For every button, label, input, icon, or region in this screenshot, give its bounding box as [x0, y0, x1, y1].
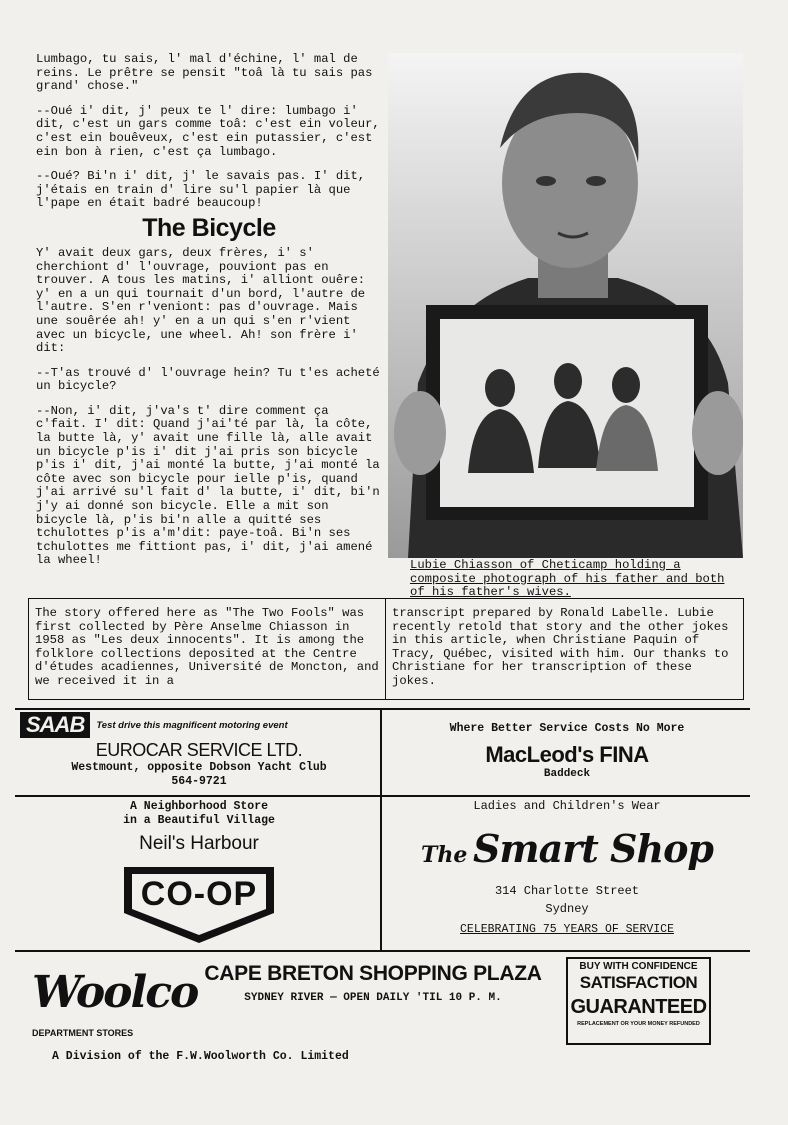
smartshop-city: Sydney [545, 902, 589, 917]
fina-name: MacLeod's FINA [485, 741, 649, 767]
smartshop-address: 314 Charlotte Street [494, 883, 640, 898]
coop-line1: A Neighborhood Store [129, 800, 269, 813]
story-note-right: transcript prepared by Ronald Labelle. Lubie recently retold that story and the other jokes in this article, when Christiane Paquin of Tracy, Québec, visited with him. Our thanks to Christiane for her transcription of these jokes. [392, 606, 729, 688]
fina-place: Baddeck [543, 767, 591, 780]
story-note-left: The story offered here as "The Two Fools" was first collected by Père Anselme Chiasson in 1958 as "Les deux innocents". It is among the folklore collections deposited at the Centre d'études acadiennes, Université de Moncton, and we received it in a [29, 599, 386, 699]
badge-top: BUY WITH CONFIDENCE [579, 961, 698, 972]
smartshop-logo-the: The [420, 841, 468, 868]
saab-phone: 564-9721 [171, 774, 227, 788]
photo-caption: Lubie Chiasson of Cheticamp holding a composite photograph of his father and both of his father's wives. [410, 558, 725, 600]
saab-address: Westmount, opposite Dobson Yacht Club [71, 761, 327, 774]
smartshop-logo-name: Smart Shop [472, 825, 713, 871]
article-paragraph: --Oué i' dit, j' peux te l' dire: lumbago i' dit, c'est un gars comme toâ: c'est ein voleur, c'est ein bouêveux, c'est ein putassier, c'est ein bon à rien, c'est ça lumbago. [36, 103, 380, 159]
divider [15, 795, 750, 797]
woolco-sub: DEPARTMENT STORES [32, 1028, 134, 1038]
article-paragraph: Y' avait deux gars, deux frères, i' s' cherchiont d' l'ouvrage, pouviont pas en trouver. A tous les matins, i' alliont ouêre: y' en a un qui tournait d'un bord, l'autre de l'autre. S'en r'veniont: pas d'ouvrage. Mais une souêrée ah! y' en a un qui s'en r'vient avec un bicycle, une wheel. Ah! son frère i' dit: [36, 245, 366, 356]
article-paragraph: --Non, i' dit, j'va's t' dire comment ça c'fait. I' dit: Quand j'ai'té par là, la côte, la butte là, y' avait une fille là, alle avait un bicycle p'is i' dit j'ai pris son bicycle p'is i' dit, j'ai monté la butte, j'ai monté la côte avec son bicycle pour ielle p'is, quand j'ai arrivé su'l fait d' la butte, i' dit, bi'n j'y ai donné son bicycle. Elle a mit son bicycle là, p'is bi'n alle a quitté ses tchulottes p'is a'm'dit: paye-toâ. Bi'n ses tchulottes me fittiont pas, i' dit, j'ai amené la wheel! [36, 403, 380, 568]
article-paragraph: --Oué? Bi'n i' dit, j' le savais pas. I' dit, j'étais en train d' lire su'l papier là que l'pape en était badré beaucoup! [36, 169, 366, 211]
coop-line2: in a Beautiful Village [123, 813, 275, 827]
saab-tagline: Test drive this magnificent motoring event [96, 719, 288, 731]
photo-illustration [388, 53, 743, 558]
saab-dealer-name: EUROCAR SERVICE LTD. [95, 740, 303, 760]
article-column [36, 53, 382, 579]
divider [380, 708, 382, 951]
story-note-box [28, 598, 744, 700]
fina-tagline: Where Better Service Costs No More [449, 722, 685, 735]
coop-place: Neil's Harbour [139, 833, 259, 855]
guarantee-badge [566, 957, 711, 1045]
portrait-photo [388, 53, 743, 558]
smartshop-tagline: Ladies and Children's Wear [473, 799, 661, 813]
divider [15, 950, 750, 952]
coop-ad [20, 800, 378, 947]
plaza-name: CAPE BRETON SHOPPING PLAZA [204, 962, 542, 985]
badge-mid: SATISFACTION [579, 973, 698, 992]
fina-ad [384, 722, 750, 781]
coop-logo-text: CO-OP [140, 875, 258, 914]
coop-logo [114, 859, 284, 947]
divider [15, 708, 750, 710]
saab-logo: SAAB [20, 712, 90, 738]
smartshop-celebrating: CELEBRATING 75 YEARS OF SERVICE [460, 922, 674, 936]
article-paragraph: Lumbago, tu sais, l' mal d'échine, l' mal de reins. Le prêtre se pensit "toâ là tu sais pas grand' chose." [36, 52, 373, 94]
woolco-division: A Division of the F.W.Woolworth Co. Limited [52, 1050, 349, 1063]
saab-ad [20, 712, 378, 788]
article-paragraph: --T'as trouvé d' l'ouvrage hein? Tu t'es acheté un bicycle? [36, 365, 380, 394]
badge-big: GUARANTEED [570, 996, 707, 1018]
woolco-logo: Woolco [32, 967, 198, 1018]
smartshop-ad [384, 800, 750, 936]
woolco-ad [32, 958, 212, 1038]
plaza-hours: SYDNEY RIVER — OPEN DAILY 'TIL 10 P. M. [244, 992, 502, 1004]
smartshop-logo [384, 826, 750, 871]
plaza-block [192, 962, 554, 1006]
section-title: The Bicycle [142, 213, 276, 242]
badge-bottom: REPLACEMENT OR YOUR MONEY REFUNDED [577, 1021, 700, 1027]
